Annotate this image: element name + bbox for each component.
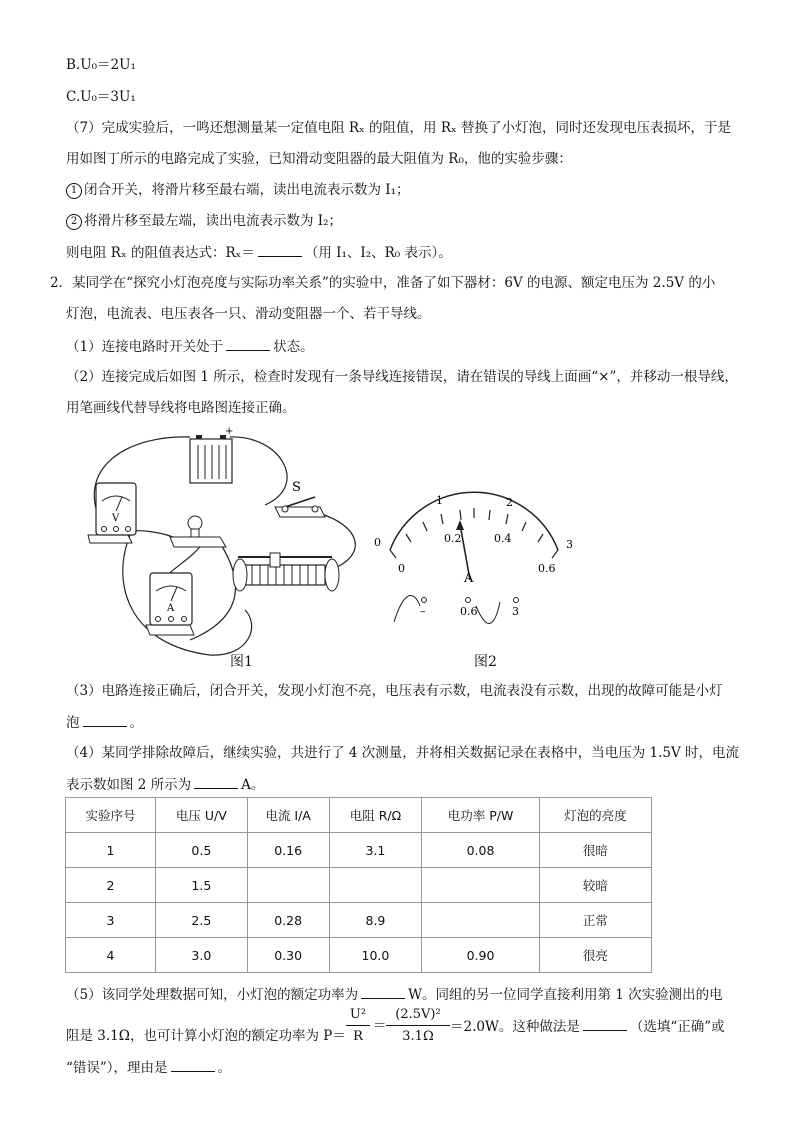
q2-part4-unit: A。 [241,777,265,793]
formula-bar-1 [346,1025,370,1026]
q2-part1-suffix: 状态。 [273,339,314,355]
rheostat-icon [233,553,339,591]
q7-text-line2: 用如图丁所示的电路完成了实验，已知滑动变阻器的最大阻值为 R₀，他的实验步骤： [66,151,572,167]
q2-intro-line2: 灯泡，电流表、电压表各一只、滑动变阻器一个、若干导线。 [66,306,431,322]
q7-text-line1: （7）完成实验后，一鸣还想测量某一定值电阻 Rₓ 的阻值，用 Rₓ 替换了小灯泡，同时还发现电压表损坏，于是 [66,120,732,136]
table-cell: 3.1 [329,833,422,868]
figure-2-caption: 图2 [474,654,497,670]
step-1-marker: 1 [66,183,82,199]
formula-numerator-2: (2.5V)² [395,1007,441,1022]
upper-tick-3: 3 [566,538,573,551]
q2-part1-blank[interactable] [226,337,270,351]
table-cell: 8.9 [329,903,422,938]
table-cell [422,903,540,938]
terminal-0-6 [466,598,471,603]
switch-icon [275,497,325,517]
q2-part2-line1: （2）连接完成后如图 1 所示，检查时发现有一条导线连接错误，请在错误的导线上面画“×”，并移动一根导线， [66,369,738,385]
step-2-marker: 2 [66,214,82,230]
lower-tick-1: 0.2 [444,532,462,545]
upper-tick-0: 0 [374,536,381,549]
q2-part5-judge-blank[interactable] [583,1017,627,1031]
step-1-text: 闭合开关，将滑片移至最右端，读出电流表示数为 I₁； [84,182,410,198]
meter-unit-label: A [464,571,474,586]
table-cell: 1 [66,833,156,868]
table-cell: 很亮 [539,938,651,973]
ammeter-label: A [167,603,175,614]
terminal-3 [514,598,519,603]
header-cell: 电功率 P/W [422,798,540,833]
table-cell: 3.0 [156,938,248,973]
q2-part5-reason-blank[interactable] [171,1058,215,1072]
q2-part3-line1: （3）电路连接正确后，闭合开关，发现小灯泡不亮，电压表有示数，电流表没有示数，出现的故障可能是小灯 [66,683,723,699]
q2-part4-text: 表示数如图 2 所示为 [66,777,192,793]
table-cell: 很暗 [539,833,651,868]
table-cell: 0.28 [247,903,329,938]
q2-part5-text: （5）该同学处理数据可知，小灯泡的额定功率为 [66,987,359,1003]
table-cell: 0.5 [156,833,248,868]
q2-part5-line2-suffix [450,1017,725,1036]
battery-plus-label: + [225,426,234,437]
terminal-wire-right [476,602,500,624]
table-cell: 0.08 [422,833,540,868]
table-cell: 较暗 [539,868,651,903]
rx-expression-line [66,243,452,262]
formula-result: ＝2.0W。这种做法是 [450,1019,580,1035]
step-2 [66,212,342,230]
table-cell: 1.5 [156,868,248,903]
q2-part1 [66,337,314,356]
header-cell: 电阻 R/Ω [329,798,422,833]
q2-part4-line2 [66,775,264,794]
terminal-label-0-6: 0.6 [460,605,478,618]
q2-part3-line2 [66,713,143,732]
terminal-wire-left [394,595,420,622]
battery-icon [190,435,232,483]
voltmeter-label: V [112,513,120,524]
table-header-row [66,798,652,833]
formula-numerator-1: U² [349,1007,367,1022]
q2-part1-text: （1）连接电路时开关处于 [66,339,224,355]
q2-part2-line2: 用笔画线代替导线将电路图连接正确。 [66,400,296,416]
header-cell: 实验序号 [66,798,156,833]
q2-part3-period: 。 [129,715,143,731]
table-cell: 3 [66,903,156,938]
header-cell: 电压 U/V [156,798,248,833]
meter-scale-ticks [390,508,558,558]
table-row [66,938,652,973]
data-table [65,797,652,973]
q2-part5-reason-text: “错误”），理由是 [66,1060,168,1076]
table-cell: 2.5 [156,903,248,938]
table-cell: 0.16 [247,833,329,868]
header-cell: 电流 I/A [247,798,329,833]
table-cell [422,868,540,903]
q2-part5-power-blank[interactable] [361,985,405,999]
option-b: B.U₀＝2U₁ [66,57,136,73]
formula-denominator-1: R [353,1029,363,1044]
formula-bar-2 [386,1025,450,1026]
terminal-label-3: 3 [512,605,519,618]
q2-part4-line1: （4）某同学排除故障后，继续实验，共进行了 4 次测量，并将相关数据记录在表格中，当电压为 1.5V 时，电流 [66,745,740,761]
upper-tick-2: 2 [506,496,513,509]
q2-part5-line3 [66,1058,231,1077]
q2-part5-rest: W。同组的另一位同学直接利用第 1 次实验测出的电 [408,987,723,1003]
rx-expression-suffix: （用 I₁、I₂、R₀ 表示）。 [304,245,452,261]
q2-part3-blank[interactable] [83,713,127,727]
figure-2-meter [368,490,588,630]
q2-part5-reason-period: 。 [217,1060,232,1076]
formula-equals: ＝ [373,1018,387,1034]
switch-label: S [292,480,301,495]
table-cell: 0.30 [247,938,329,973]
q2-part3-text: 泡 [66,715,80,731]
table-cell: 正常 [539,903,651,938]
wire-battery-switch [230,437,287,505]
step-1 [66,181,410,199]
table-cell [329,868,422,903]
figure-1-circuit [70,425,370,665]
q2-part4-blank[interactable] [194,775,238,789]
meter-needle-head [456,520,464,530]
header-cell: 灯泡的亮度 [539,798,651,833]
table-cell: 0.90 [422,938,540,973]
lower-tick-2: 0.4 [494,532,512,545]
table-row [66,833,652,868]
rx-answer-blank[interactable] [258,243,302,257]
option-c: C.U₀＝3U₁ [66,89,136,105]
table-cell: 10.0 [329,938,422,973]
lower-tick-0: 0 [398,562,405,575]
q2-part5-hint: （选填“正确”或 [629,1019,725,1035]
q2-part5-line2-prefix: 阻是 3.1Ω，也可计算小灯泡的额定功率为 P＝ [66,1028,346,1044]
formula-denominator-2: 3.1Ω [402,1029,434,1044]
terminal-label-negative: – [420,605,426,618]
bulb-icon [170,516,226,547]
table-cell [247,868,329,903]
terminal-negative [422,598,427,603]
rx-expression-prefix: 则电阻 Rₓ 的阻值表达式：Rₓ＝ [66,245,255,261]
q2-intro-line1: 2．某同学在“探究小灯泡亮度与实际功率关系”的实验中，准备了如下器材：6V 的电源、额定电压为 2.5V 的小 [50,275,716,291]
wire-switch-rheostat [318,513,355,570]
meter-scale-arc [390,492,558,550]
figure-1-caption: 图1 [230,654,253,670]
table-cell: 2 [66,868,156,903]
q2-part5-line1 [66,985,723,1004]
lower-tick-3: 0.6 [538,562,556,575]
table-cell: 4 [66,938,156,973]
upper-tick-1: 1 [436,494,443,507]
step-2-text: 将滑片移至最左端，读出电流表示数为 I₂； [84,213,343,229]
table-row [66,868,652,903]
table-row [66,903,652,938]
